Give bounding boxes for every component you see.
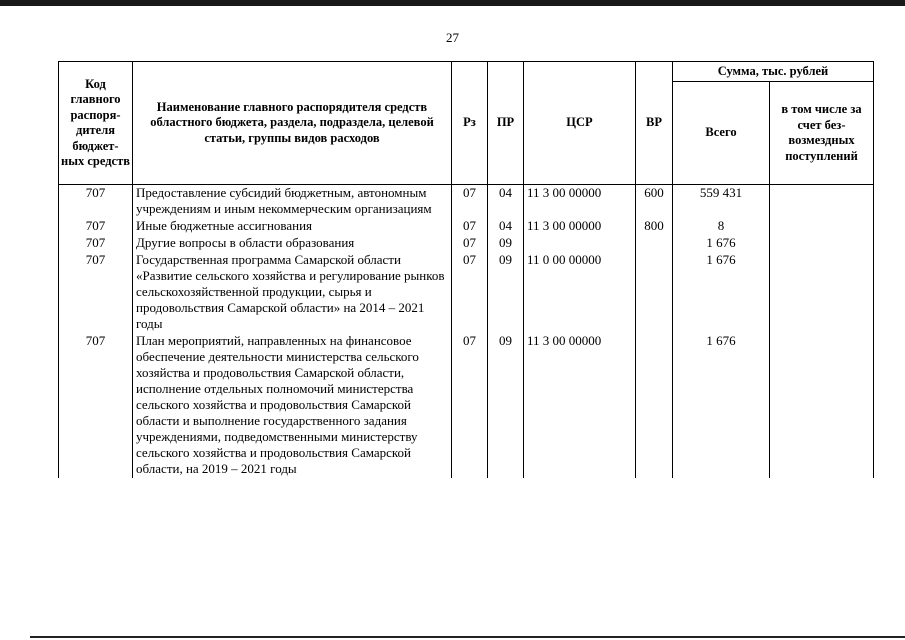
row-total: 1 676 [673, 333, 770, 478]
bottom-rule [30, 636, 905, 638]
row-pr: 04 [488, 218, 524, 235]
row-gratuitous [770, 185, 874, 219]
top-border [0, 0, 905, 6]
row-total: 1 676 [673, 252, 770, 333]
row-csr: 11 0 00 00000 [524, 252, 636, 333]
row-vr [636, 333, 673, 478]
row-csr: 11 3 00 00000 [524, 185, 636, 219]
row-code: 707 [59, 252, 133, 333]
row-csr: 11 3 00 00000 [524, 218, 636, 235]
row-rz: 07 [452, 333, 488, 478]
header-vr: ВР [636, 62, 673, 185]
row-gratuitous [770, 218, 874, 235]
row-pr: 09 [488, 252, 524, 333]
row-total: 8 [673, 218, 770, 235]
row-code: 707 [59, 333, 133, 478]
header-code: Код главного распоря-дителя бюджет-ных средств [59, 62, 133, 185]
header-sum-group: Сумма, тыс. рублей [673, 62, 874, 82]
row-csr: 11 3 00 00000 [524, 333, 636, 478]
row-code: 707 [59, 218, 133, 235]
table-row [59, 185, 874, 219]
header-total: Всего [673, 82, 770, 185]
header-pr: ПР [488, 62, 524, 185]
row-vr: 800 [636, 218, 673, 235]
row-total: 559 431 [673, 185, 770, 219]
row-rz: 07 [452, 218, 488, 235]
table-row [59, 252, 874, 333]
row-code: 707 [59, 185, 133, 219]
row-code: 707 [59, 235, 133, 252]
row-vr: 600 [636, 185, 673, 219]
row-vr [636, 252, 673, 333]
row-name: Предоставление субсидий бюджетным, автономным учреждениям и иным некоммерческим организациям [133, 185, 452, 219]
row-pr: 04 [488, 185, 524, 219]
row-pr: 09 [488, 235, 524, 252]
row-gratuitous [770, 252, 874, 333]
row-rz: 07 [452, 252, 488, 333]
row-total: 1 676 [673, 235, 770, 252]
row-name: Иные бюджетные ассигнования [133, 218, 452, 235]
row-rz: 07 [452, 185, 488, 219]
row-gratuitous [770, 333, 874, 478]
row-name: Государственная программа Самарской области «Развитие сельского хозяйства и регулирование рынков сельскохозяйственной продукции, сырья и продовольствия Самарской области» на 2014 – 2021 годы [133, 252, 452, 333]
row-gratuitous [770, 235, 874, 252]
table-row [59, 333, 874, 478]
header-name: Наименование главного распорядителя средств областного бюджета, раздела, подраздела, целевой статьи, группы видов расходов [133, 62, 452, 185]
header-csr: ЦСР [524, 62, 636, 185]
header-gratuitous: в том числе за счет без-возмездных поступлений [770, 82, 874, 185]
row-pr: 09 [488, 333, 524, 478]
page-number: 27 [446, 30, 459, 45]
table-row [59, 235, 874, 252]
row-rz: 07 [452, 235, 488, 252]
budget-table [58, 61, 874, 478]
row-name: План мероприятий, направленных на финансовое обеспечение деятельности министерства сельского хозяйства и продовольствия Самарской области, исполнение отдельных полномочий министерства сельского хозяйства и продовольствия Самарской области и выполнение государственного задания учреждениями, подведомственными министерству сельского хозяйства и продовольствия Самарской области, на 2019 – 2021 годы [133, 333, 452, 478]
row-vr [636, 235, 673, 252]
table-row [59, 218, 874, 235]
header-rz: Рз [452, 62, 488, 185]
row-csr [524, 235, 636, 252]
row-name: Другие вопросы в области образования [133, 235, 452, 252]
